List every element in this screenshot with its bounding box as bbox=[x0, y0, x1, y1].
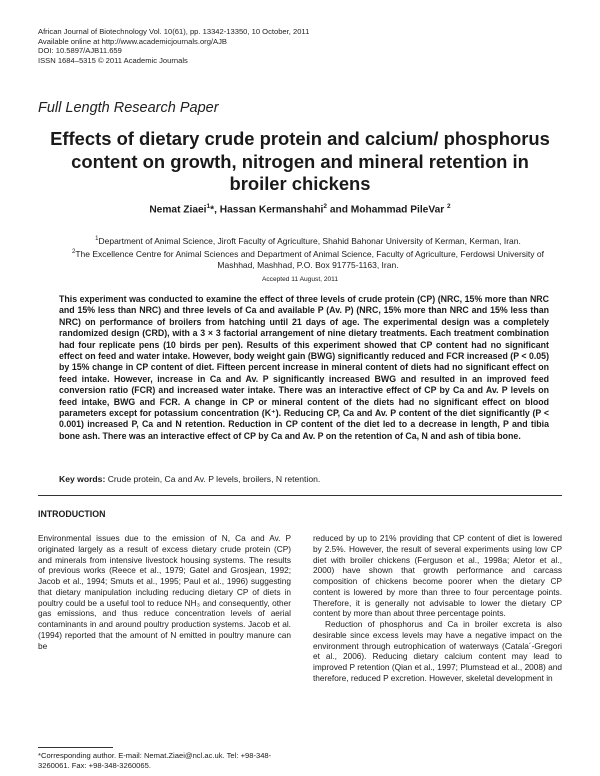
affiliation-2 bbox=[58, 247, 558, 271]
column-left bbox=[38, 533, 291, 651]
affiliation-1-sup: 1 bbox=[95, 236, 99, 242]
keywords-text: Crude protein, Ca and Av. P levels, broilers, N retention. bbox=[105, 474, 321, 484]
column-right bbox=[313, 533, 562, 684]
author-2-sup: 2 bbox=[323, 203, 328, 210]
journal-header bbox=[38, 27, 309, 65]
issn-line: ISSN 1684–5315 © 2011 Academic Journals bbox=[38, 55, 188, 65]
availability-line: Available online at http://www.academicjournals.org/AJB bbox=[38, 36, 227, 46]
article-type: Full Length Research Paper bbox=[38, 100, 219, 116]
accepted-date: Accepted 11 August, 2011 bbox=[261, 276, 338, 283]
intro-paragraph-3: Reduction of phosphorus and Ca in broiler excreta is also desirable since excess levels may have a negative impact on the environment through eutrophication of waterways (Catala´-Gregori et al., 2006). Reducing dietary calcium content may lead to improved P retention (Qian et al., 1997; Plumstead et al., 2008) and therefore, reduced P excretion. However, skeletal development in bbox=[313, 619, 562, 683]
affiliation-1 bbox=[58, 234, 558, 247]
keywords bbox=[59, 474, 549, 484]
intro-paragraph-1: Environmental issues due to the emission of N, Ca and Av. P originated largely as a result of excess dietary crude protein (CP) and minerals from intensive livestock housing systems. The results of previous works (Reece et al., 1979; Gatel and Grosjean, 1992; Jacob et al., 1994; Smuts et al., 1995; Paul et al., 1996) suggesting that dietary manipulation including reducing dietary CP of diets in poultry could be a useful tool to reduce NH₃ and consequently, other gas emissions, and thus reduce concentration levels of aerial contaminants in and around poultry production systems. Jacob et al. (1994) reported that the amount of N emitted in poultry manure can be bbox=[38, 533, 291, 651]
affiliation-1-text: Department of Animal Science, Jiroft Faculty of Agriculture, Shahid Bahonar University of Kerman, Kerman, Iran. bbox=[98, 235, 521, 246]
affiliation-2-text: The Excellence Centre for Animal Sciences and Department of Animal Science, Faculty of Agriculture, Ferdowsi University of Mashhad, Mashhad, P.O. Box 91775-1163, Iran. bbox=[75, 248, 544, 270]
author-1: Nemat Ziaei bbox=[149, 204, 207, 216]
paper-title: Effects of dietary crude protein and calcium/ phosphorus content on growth, nitrogen and mineral retention in broiler chickens bbox=[50, 128, 550, 194]
introduction-heading: INTRODUCTION bbox=[38, 509, 106, 519]
doi-line: DOI: 10.5897/AJB11.659 bbox=[38, 46, 122, 56]
affiliations bbox=[58, 234, 558, 271]
corresponding-author-footnote: *Corresponding author. E-mail: Nemat.Ziaei@ncl.ac.uk. Tel: +98-348-3260061. Fax: +98-348-3260065. bbox=[38, 751, 272, 770]
section-divider bbox=[38, 495, 562, 496]
abstract: This experiment was conducted to examine the effect of three levels of crude protein (CP) (NRC, 15% more than NRC and 15% less than NRC) and three levels of Ca and available P (Av. P) (NRC, 15% more than NRC and 15% less than NRC) on performance of broilers from hatching until 21 days of age. The experimental design was a completely randomized design (CRD), with a 3 × 3 factorial arrangement of nine dietary treatments. Each treatment combination had four replicate pens (10 birds per pen). Results of this experiment showed that CP content had no significant effect on feed and water intake. However, body weight gain (BWG) significantly reduced and FCR increased (P < 0.05) by 15% change in CP content of diet. Fifteen percent increase in mineral content of diets had no significant effect on feed intake. However, increase in Ca and Av. P significantly increased BWG and resulted in an improved feed conversion ratio (FCR) and increased water intake. There was an interactive effect of CP by Ca and Av. P levels on feed intake, BWG and FCR. A change in CP or mineral content of the diets had no significant effect on blood parameters except for potassium concentration (K⁺). Reducing CP, Ca and Av. P content of the diet significantly (P < 0.001) increased P, Ca and N retention. Reduction in CP content of the diet led to a decrease in length, P and tibia bone ash. There was an interactive effect of CP by Ca and Av. P on the retention of Ca, N and ash of tibia bone. bbox=[59, 294, 549, 441]
affiliation-2-sup: 2 bbox=[72, 248, 76, 255]
footnote-divider bbox=[38, 747, 113, 748]
author-2: Hassan Kermanshahi bbox=[216, 204, 324, 216]
author-list bbox=[40, 203, 560, 215]
author-1-sup: 1 bbox=[206, 203, 211, 210]
keywords-label: Key words: bbox=[59, 474, 106, 484]
author-3: and Mohammad PileVar bbox=[327, 204, 448, 216]
intro-paragraph-2: reduced by up to 21% providing that CP content of diet is lowered by 2.5%. However, the result of several experiments using low CP diet with broiler chickens (Ferguson et al., 1998a; Aletor et al., 2000) have shown that growth performance and carcass composition of chickens become poorer when the dietary CP content is lowered by more than three to four percentage points. Therefore, it is generally not advisable to lower the dietary CP content by more than about three percentage points. bbox=[313, 533, 562, 619]
author-1-star: *, bbox=[210, 204, 217, 216]
journal-citation: African Journal of Biotechnology Vol. 10(61), pp. 13342-13350, 10 October, 2011 bbox=[38, 27, 310, 36]
author-3-sup: 2 bbox=[447, 203, 451, 210]
